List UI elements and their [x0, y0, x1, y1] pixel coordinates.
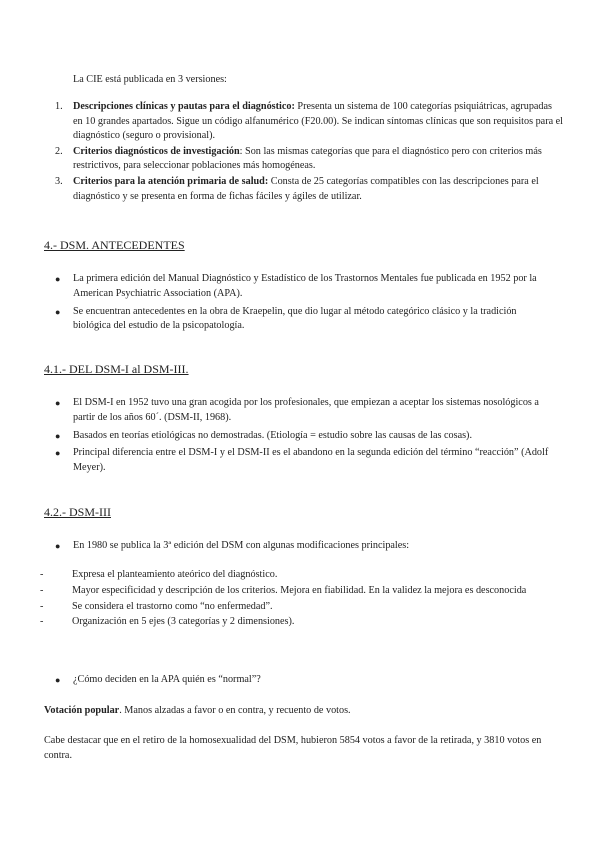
list-item: ● ¿Cómo deciden en la APA quién es “normal”? [55, 673, 555, 688]
dsm-history-bullet-list [55, 396, 555, 479]
dash-icon: - [40, 600, 44, 612]
section-heading-dsm-antecedentes: 4.- DSM. ANTECEDENTES [44, 238, 185, 252]
list-item: ● Se encuentran antecedentes en la obra de Kraepelin, que dio lugar al método categórico clásico y la tradición biológica del estudio de la psicopatología. [55, 305, 517, 332]
bullet-icon: ● [55, 274, 61, 284]
list-item: ● El DSM-I en 1952 tuvo una gran acogida por los profesionales, que empiezan a aceptar los sistemas nosológicos a partir de los años 60´. (DSM-II, 1968). [55, 397, 539, 423]
item-title: Descripciones clínicas y pautas para el diagnóstico: [73, 101, 295, 112]
dash-icon: - [40, 584, 44, 596]
question-bullet [55, 673, 555, 691]
item-text: : Son las mismas categorías que para el diagnóstico pero con criterios más restrictivos, para seleccionar poblaciones más homogéneas. [73, 145, 542, 172]
list-item: 1. Descripciones clínicas y pautas para el diagnóstico: Presenta un sistema de 100 categorías psiquiátricas, agrupadas en 10 grandes apartados. Sigue un código alfanumérico (F20.00). Se indican síntomas clínicas que son requisitos para el diagnóstico (seguro o provisional). [55, 101, 564, 142]
cie-intro: La CIE está publicada en 3 versiones: [73, 74, 227, 85]
list-item: ● En 1980 se publica la 3ª edición del DSM con algunas modificaciones principales: [55, 539, 555, 554]
bullet-icon: ● [55, 448, 61, 459]
list-item: ● Principal diferencia entre el DSM-I y el DSM-II es el abandono en la segunda edición del término “reacción” (Adolf Meyer). [55, 447, 549, 474]
item-text: Presenta un sistema de 100 categorías psiquiátricas, agrupadas en 10 grandes apartados. Sigue un código alfanumérico (F20.00). Se indican síntomas clínicas que son requisitos para el diagnóstico (seguro o provisional). [73, 101, 564, 142]
dash-icon: - [40, 616, 44, 628]
list-item: - Se considera el trastorno como “no enfermedad”. [40, 600, 540, 615]
bullet-icon: ● [55, 675, 61, 685]
vote-label: Votación popular [44, 705, 120, 716]
bullet-icon: ● [55, 306, 61, 317]
list-item: - Expresa el planteamiento ateórico del diagnóstico. [40, 568, 540, 583]
list-item: ● Basados en teorías etiológicas no demostradas. (Etiología = estudio sobre las causas de las cosas). [55, 429, 555, 444]
section-heading-dsm-iii: 4.2.- DSM-III [44, 505, 111, 519]
list-item: - Mayor especificidad y descripción de los criterios. Mejora en fiabilidad. En la validez la mejora es desconocida [40, 584, 540, 599]
antecedentes-bullet-list [55, 272, 555, 337]
list-item: 3. Criterios para la atención primaria de salud: Consta de 25 categorías compatibles con las descripciones para el diagnóstico y se presenta en forma de fichas fáciles y ágiles de utilizar. [55, 175, 539, 202]
dsm-iii-bullet [55, 539, 555, 557]
dsm-iii-changes-list [40, 568, 540, 631]
list-item: ● La primera edición del Manual Diagnóstico y Estadístico de los Trastornos Mentales fue publicada en 1952 por la American Psychiatric Association (APA). [55, 273, 537, 299]
cie-versions-list [44, 100, 564, 205]
closing-paragraph: Cabe destacar que en el retiro de la homosexualidad del DSM, hubieron 5854 votos a favor de la retirada, y 3810 votos en contra. [44, 735, 542, 761]
item-title: Criterios para la atención primaria de salud: [73, 175, 269, 187]
dash-icon: - [40, 569, 44, 580]
vote-paragraph: Votación popular. Manos alzadas a favor o en contra, y recuento de votos. [44, 705, 351, 716]
bullet-icon: ● [55, 541, 61, 551]
item-text: Consta de 25 categorías compatibles con las descripciones para el diagnóstico y se presenta en forma de fichas fáciles y ágiles de utilizar. [73, 175, 539, 202]
bullet-icon: ● [55, 398, 61, 408]
bullet-icon: ● [55, 430, 61, 441]
item-title: Criterios diagnósticos de investigación [73, 145, 240, 157]
list-item: - Organización en 5 ejes (3 categorías y 2 dimensiones). [40, 615, 540, 630]
list-item: 2. Criterios diagnósticos de investigación: Son las mismas categorías que para el diagnóstico pero con criterios más restrictivos, para seleccionar poblaciones más homogéneas. [55, 145, 542, 172]
section-heading-dsm-i-iii: 4.1.- DEL DSM-I al DSM-III. [44, 362, 189, 376]
